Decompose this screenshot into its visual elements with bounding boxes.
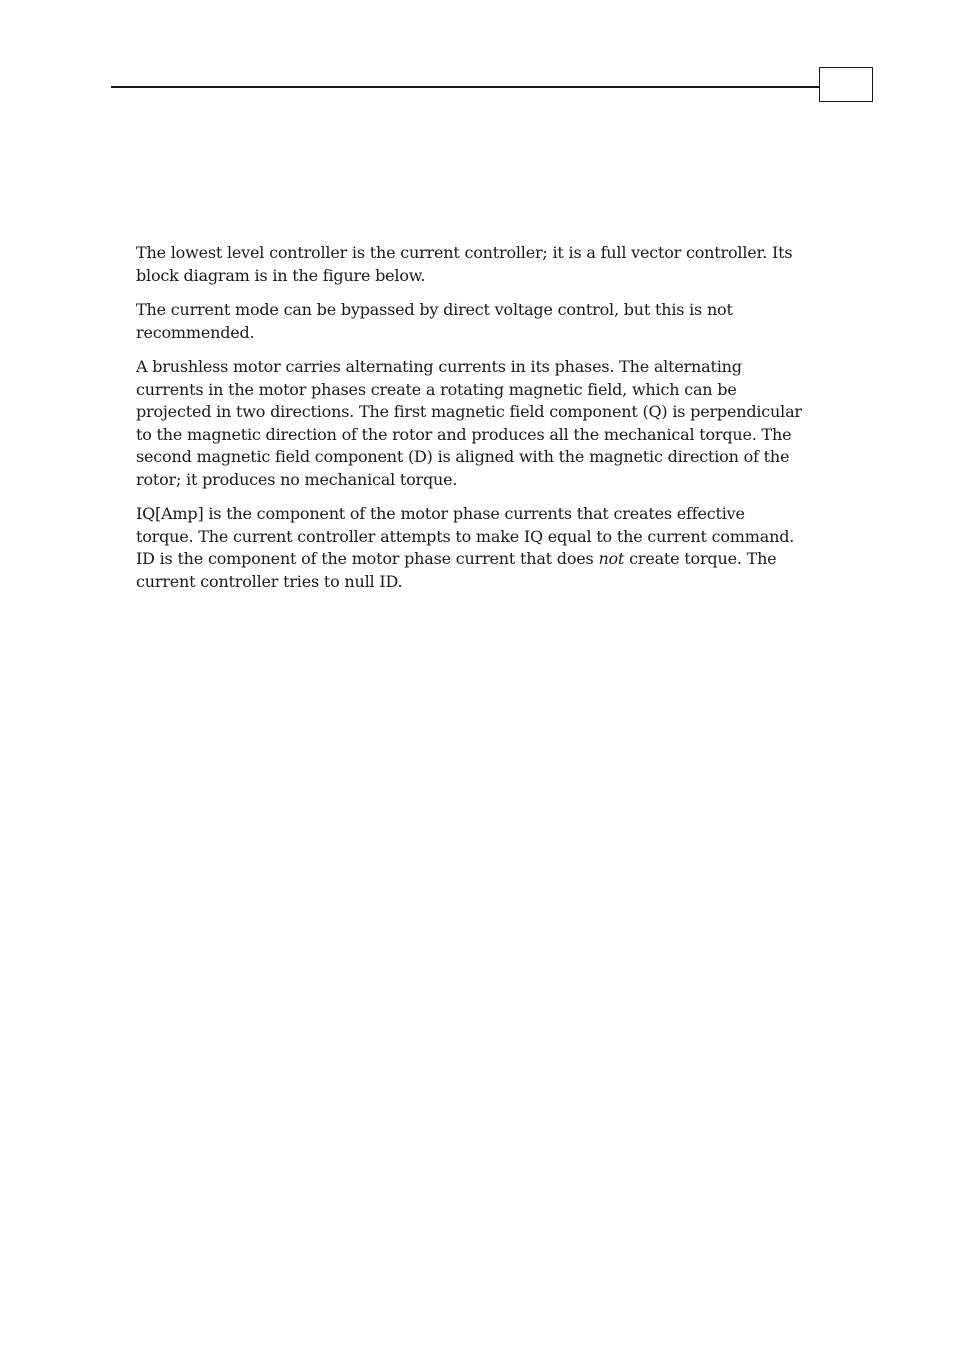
paragraph-iq-id-text-before: IQ[Amp] is the component of the motor phase currents that creates effective torque. The current controller attempts to make IQ equal to the current command. ID is the component of the motor phase current that does	[136, 504, 795, 568]
paragraph-bypass-note: The current mode can be bypassed by direct voltage control, but this is not recommended.	[136, 300, 733, 342]
paragraph-iq-id-emphasis: not	[598, 549, 625, 568]
document-body	[136, 242, 804, 605]
header-rule	[111, 86, 820, 88]
paragraph-iq-id	[136, 503, 804, 593]
paragraph-iq-id-text-after: create torque. The current controller tries to null ID.	[136, 549, 777, 591]
paragraph-brushless-motor: A brushless motor carries alternating currents in its phases. The alternating currents in the motor phases create a rotating magnetic field, which can be projected in two directions. The first magnetic field component (Q) is perpendicular to the magnetic direction of the rotor and produces all the mechanical torque. The second magnetic field component (D) is aligned with the magnetic direction of the rotor; it produces no mechanical torque.	[136, 357, 802, 489]
page-number-box	[819, 67, 873, 102]
paragraph-current-controller-intro: The lowest level controller is the current controller; it is a full vector controller. Its block diagram is in the figure below.	[136, 243, 793, 285]
